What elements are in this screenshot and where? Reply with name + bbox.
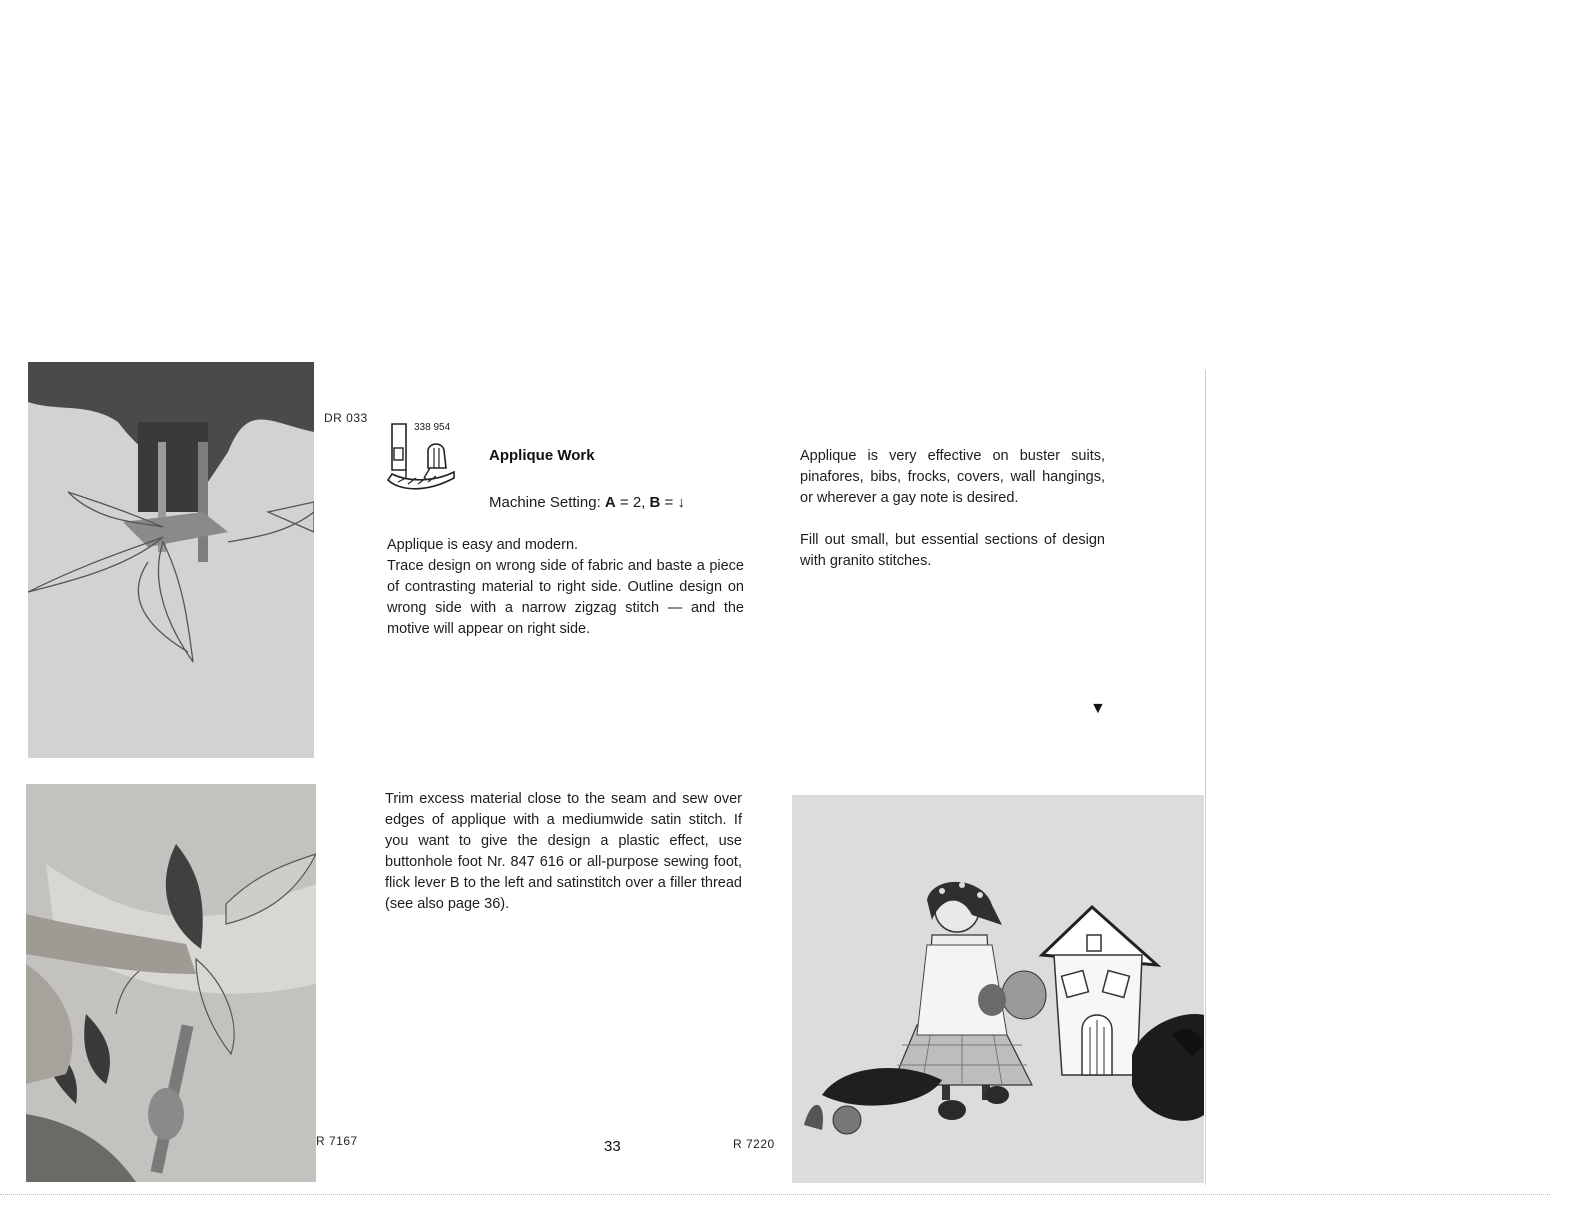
section-title: Applique Work bbox=[489, 447, 595, 464]
foot-part-number: 338 954 bbox=[414, 422, 451, 433]
photo-ref-bottom-left: R 7167 bbox=[316, 1134, 358, 1148]
granito-paragraph: Fill out small, but essential sections of design with granito stitches. bbox=[800, 532, 1105, 569]
page-number: 33 bbox=[604, 1138, 621, 1155]
setting-prefix: Machine Setting: bbox=[489, 494, 601, 511]
instructions-intro-line: Applique is easy and modern. bbox=[387, 537, 579, 553]
setting-a-value: = 2, bbox=[619, 494, 646, 511]
setting-a-label: A bbox=[604, 494, 616, 511]
machine-setting bbox=[489, 494, 685, 511]
instructions-trace-text: Trace design on wrong side of fabric and baste a piece of contrasting material to right side. Outline design on wrong side with a narrow zigzag stitch — and the motive will appear on right side. bbox=[387, 558, 744, 637]
photo-ref-top-left: DR 033 bbox=[324, 411, 368, 425]
instructions-paragraph-1 bbox=[387, 535, 744, 640]
photo-ref-bottom-right: R 7220 bbox=[733, 1137, 775, 1151]
photo-applique-girl-and-house bbox=[792, 795, 1204, 1183]
photo-trimming-applique bbox=[26, 784, 316, 1182]
setting-b-value: = bbox=[664, 494, 674, 511]
photo-machine-stitching bbox=[28, 362, 314, 758]
trim-instructions-paragraph: Trim excess material close to the seam and sew over edges of applique with a mediumwide satin stitch. If you want to give the design a plastic effect, use buttonhole foot Nr. 847 616 or all-purpose sewing foot, flick lever B to the left and satinstitch over a filler thread (see also page 36). bbox=[385, 791, 742, 912]
continue-triangle-icon: ▼ bbox=[1090, 700, 1106, 717]
page-bottom-rule bbox=[0, 1194, 1550, 1195]
page-right-edge-line bbox=[1205, 370, 1206, 1185]
setting-b-label: B bbox=[649, 494, 661, 511]
uses-paragraph: Applique is very effective on buster suits, pinafores, bibs, frocks, covers, wall hangings, or wherever a gay note is desired. bbox=[800, 448, 1105, 506]
stitch-position-arrow-icon: ↓ bbox=[677, 494, 685, 511]
